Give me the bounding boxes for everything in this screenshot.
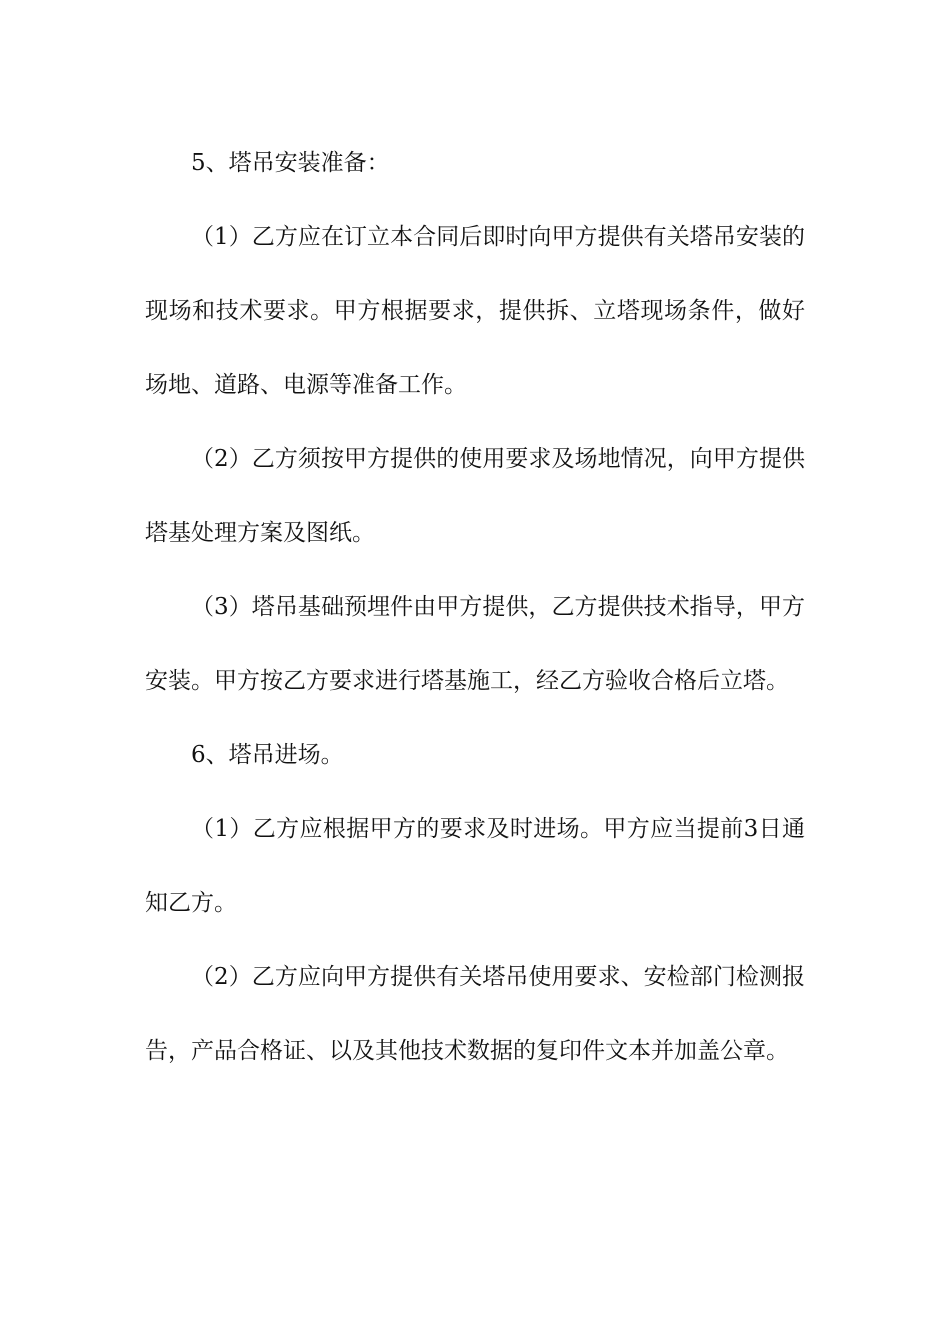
paragraph-6-2: （2）乙方应向甲方提供有关塔吊使用要求、安检部门检测报告，产品合格证、以及其他技术数据的复印件文本并加盖公章。 <box>145 964 805 1064</box>
paragraph-5-3: （3）塔吊基础预埋件由甲方提供，乙方提供技术指导，甲方安装。甲方按乙方要求进行塔基施工，经乙方验收合格后立塔。 <box>145 594 805 694</box>
paragraph-6-1: （1）乙方应根据甲方的要求及时进场。甲方应当提前3日通知乙方。 <box>145 816 805 916</box>
section-heading-6: 6、塔吊进场。 <box>191 742 344 768</box>
paragraph-5-1: （1）乙方应在订立本合同后即时向甲方提供有关塔吊安装的现场和技术要求。甲方根据要求，提供拆、立塔现场条件，做好场地、道路、电源等准备工作。 <box>145 224 805 398</box>
section-heading-5: 5、塔吊安装准备： <box>191 150 390 176</box>
paragraph-5-2: （2）乙方须按甲方提供的使用要求及场地情况，向甲方提供塔基处理方案及图纸。 <box>145 446 805 546</box>
document-body <box>145 126 805 1088</box>
